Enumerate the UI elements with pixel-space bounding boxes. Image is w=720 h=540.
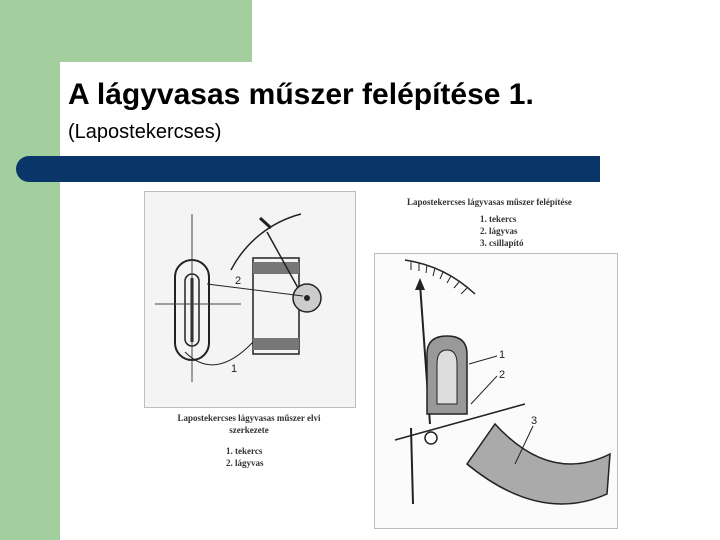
legend-item: 2. lágyvas [480,226,518,236]
right-instrument-drawing [375,254,617,528]
label-2: 2 [499,369,506,381]
label-1: 1 [499,349,506,361]
damper-chamber [467,424,610,504]
legend-item: 1. tekercs [480,214,517,224]
slide-subtitle: (Lapostekercses) [68,121,222,143]
side-coil-bottom-winding [253,338,299,350]
right-figure-legend [480,213,524,249]
pointer-tip [260,218,271,228]
right-figure-caption: Lapostekercses lágyvasas műszer felépítése [407,197,572,207]
label-1: 1 [231,363,238,375]
legend-item: 2. lágyvas [226,458,264,468]
leader-line-2 [207,284,303,296]
legend-item: 3. csillapító [480,238,524,248]
bearing [425,432,437,444]
coil-window [437,350,457,404]
left-schematic-drawing [145,192,355,407]
top-green-band [0,0,252,62]
left-green-band [0,0,60,540]
title-divider-bar [16,156,600,182]
slide-title: A lágyvasas műszer felépítése 1. [68,78,534,111]
left-schematic-figure [144,191,356,408]
right-instrument-figure [374,253,618,529]
left-figure-caption: Lapostekercses lágyvasas műszer elvi szerkezete [177,413,321,435]
side-coil-top-winding [253,262,299,274]
left-figure-legend [226,445,264,469]
label-3: 3 [531,415,538,427]
label-2: 2 [235,275,242,287]
legend-item: 1. tekercs [226,446,263,456]
support-post [411,428,413,504]
